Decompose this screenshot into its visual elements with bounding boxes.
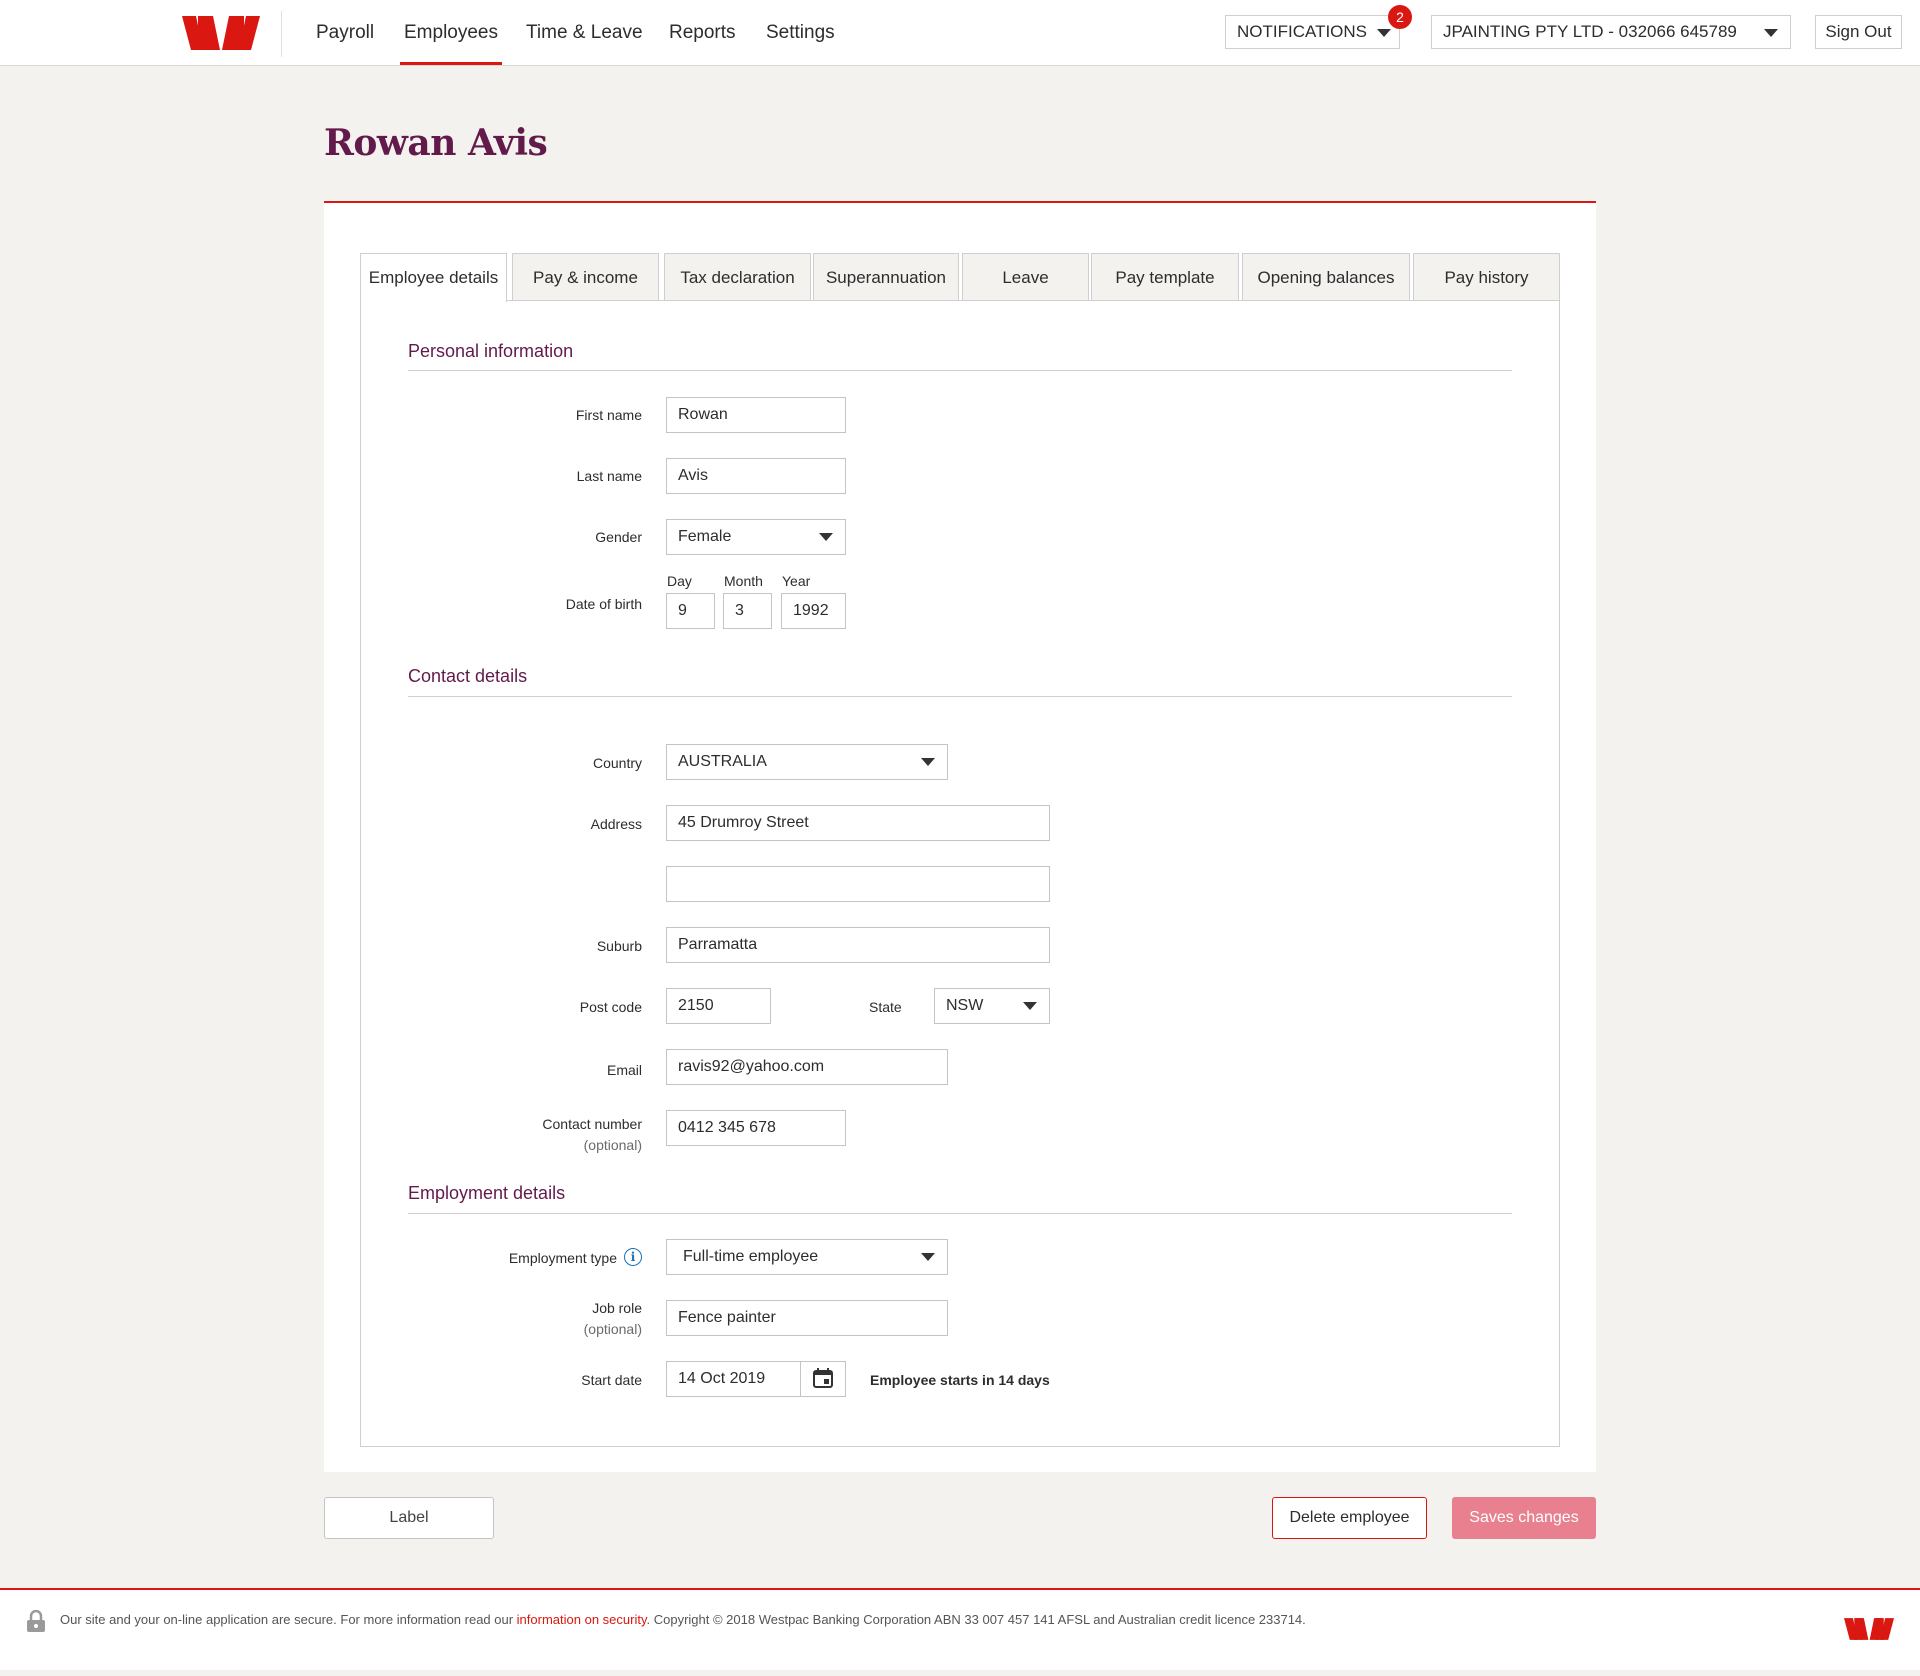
first-name-input[interactable]: Rowan [666, 397, 846, 433]
date-of-birth-label: Date of birth [565, 596, 642, 612]
year-label: Year [782, 573, 811, 589]
gender-label: Gender [595, 529, 642, 545]
employment-type-value: Full-time employee [683, 1248, 819, 1265]
section-divider [408, 370, 1512, 371]
section-title-personal: Personal information [408, 341, 574, 361]
westpac-logo-icon [1844, 1618, 1894, 1640]
westpac-logo-icon[interactable] [182, 16, 260, 50]
tab-pay-income[interactable]: Pay & income [512, 253, 659, 301]
address-line-2-input[interactable] [666, 866, 1050, 902]
state-select[interactable] [934, 988, 1050, 1024]
country-label: Country [592, 755, 642, 771]
dob-year-input[interactable]: 1992 [781, 593, 846, 629]
label-button[interactable]: Label [324, 1497, 494, 1539]
info-icon[interactable]: i [624, 1248, 642, 1266]
last-name-label: Last name [576, 468, 642, 484]
start-date-value: 14 Oct 2019 [678, 1370, 766, 1387]
save-changes-button[interactable]: Saves changes [1452, 1497, 1596, 1539]
address-label: Address [590, 816, 642, 832]
section-title-contact: Contact details [408, 666, 528, 686]
country-select[interactable] [666, 744, 948, 780]
footer [0, 1588, 1920, 1672]
tab-superannuation[interactable]: Superannuation [813, 253, 959, 301]
job-role-label: Job role [592, 1300, 642, 1316]
page-title: Rowan Avis [324, 122, 548, 164]
calendar-icon [801, 1362, 845, 1396]
notifications-count-badge: 2 [1388, 5, 1412, 29]
last-name-input[interactable]: Avis [666, 458, 846, 494]
state-value: NSW [946, 997, 984, 1014]
nav-item-reports[interactable]: Reports [669, 22, 736, 43]
job-role-input[interactable]: Fence painter [666, 1300, 948, 1336]
nav-item-settings[interactable]: Settings [766, 22, 835, 43]
section-title-employment: Employment details [408, 1183, 566, 1203]
bottom-strip [0, 1670, 1920, 1676]
tab-opening-balances[interactable]: Opening balances [1242, 253, 1410, 301]
country-value: AUSTRALIA [678, 753, 767, 770]
optional-label: (optional) [583, 1321, 642, 1337]
nav-item-time-leave[interactable]: Time & Leave [526, 22, 643, 43]
email-label: Email [606, 1062, 642, 1078]
employment-type-label: Employment type [508, 1250, 617, 1266]
suburb-label: Suburb [596, 938, 642, 954]
lock-icon [26, 1610, 46, 1632]
address-line-1-input[interactable]: 45 Drumroy Street [666, 805, 1050, 841]
email-input[interactable]: ravis92@yahoo.com [666, 1049, 948, 1085]
footer-text-after: . Copyright © 2018 Westpac Banking Corporation ABN 33 007 457 141 AFSL and Australian credit licence 233714. [646, 1612, 1306, 1627]
state-label: State [869, 999, 902, 1015]
nav-item-employees[interactable]: Employees [404, 0, 498, 65]
chevron-down-icon [921, 758, 935, 766]
top-navigation [0, 0, 1920, 66]
delete-employee-button[interactable]: Delete employee [1272, 1497, 1427, 1539]
footer-text-before: Our site and your on-line application are secure. For more information read our [60, 1612, 517, 1627]
month-label: Month [724, 573, 763, 589]
section-divider [408, 696, 1512, 697]
notifications-label: NOTIFICATIONS [1237, 22, 1368, 41]
chevron-down-icon [1377, 29, 1391, 37]
start-date-input[interactable] [666, 1361, 846, 1397]
dob-month-input[interactable]: 3 [723, 593, 772, 629]
postcode-label: Post code [579, 999, 642, 1015]
gender-value: Female [678, 528, 732, 545]
chevron-down-icon [819, 533, 833, 541]
tab-leave[interactable]: Leave [962, 253, 1089, 301]
first-name-label: First name [575, 407, 642, 423]
start-date-note: Employee starts in 14 days [870, 1372, 1050, 1388]
chevron-down-icon [921, 1253, 935, 1261]
calendar-button[interactable] [800, 1362, 845, 1396]
start-date-label: Start date [581, 1372, 642, 1388]
optional-label: (optional) [583, 1137, 642, 1153]
security-info-link[interactable]: information on security [516, 1612, 647, 1627]
organisation-label: JPAINTING PTY LTD - 032066 645789 [1443, 22, 1737, 41]
notifications-dropdown[interactable] [1225, 15, 1400, 49]
postcode-input[interactable]: 2150 [666, 988, 771, 1024]
nav-item-payroll[interactable]: Payroll [316, 22, 375, 43]
suburb-input[interactable]: Parramatta [666, 927, 1050, 963]
footer-text [60, 1612, 1306, 1627]
nav-divider [281, 11, 282, 57]
section-divider [408, 1213, 1512, 1214]
dob-day-input[interactable]: 9 [666, 593, 715, 629]
day-label: Day [667, 573, 692, 589]
tab-pay-template[interactable]: Pay template [1091, 253, 1239, 301]
tab-tax-declaration[interactable]: Tax declaration [664, 253, 811, 301]
contact-number-label: Contact number [542, 1116, 642, 1132]
gender-select[interactable] [666, 519, 846, 555]
employment-type-select[interactable] [666, 1239, 948, 1275]
contact-number-input[interactable]: 0412 345 678 [666, 1110, 846, 1146]
sign-out-button[interactable]: Sign Out [1815, 15, 1902, 49]
chevron-down-icon [1023, 1002, 1037, 1010]
tab-employee-details[interactable]: Employee details [360, 253, 507, 302]
organisation-dropdown[interactable] [1431, 15, 1791, 49]
tab-pay-history[interactable]: Pay history [1413, 253, 1560, 301]
chevron-down-icon [1764, 29, 1778, 37]
